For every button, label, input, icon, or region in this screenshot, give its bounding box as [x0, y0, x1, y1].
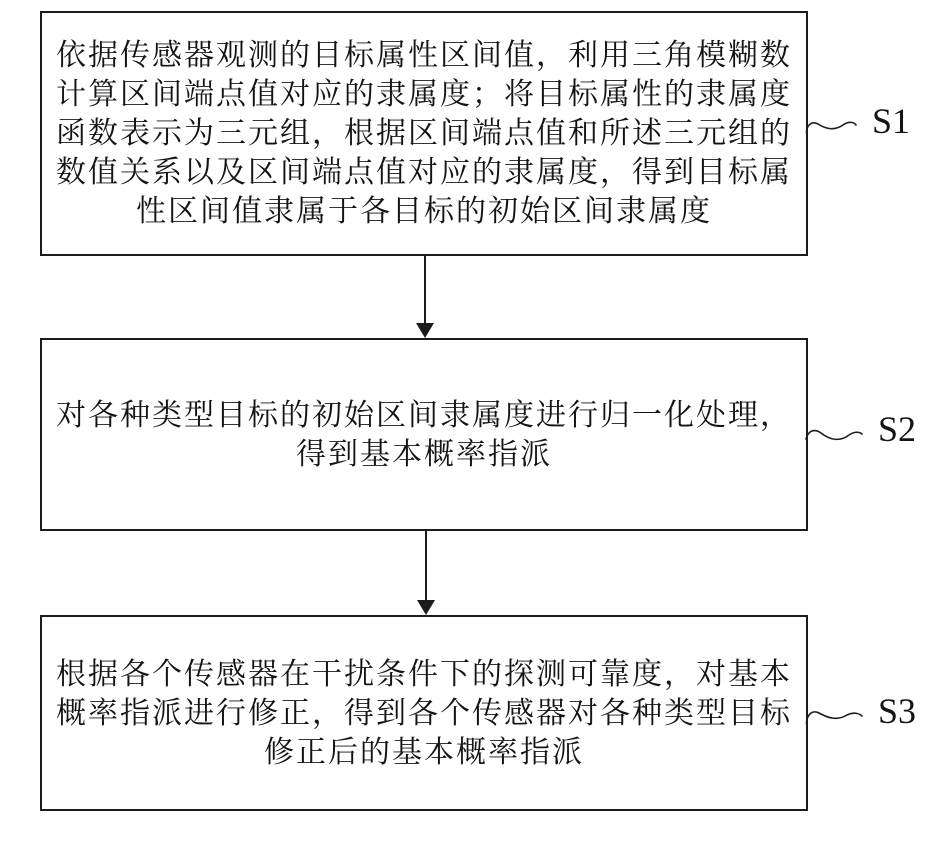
arrow-line [425, 531, 427, 602]
tilde-connector-icon [804, 705, 864, 731]
step-label-s1: S1 [872, 101, 911, 141]
tilde-connector-icon [804, 423, 864, 449]
flow-arrow-1 [415, 256, 435, 338]
tilde-connector-icon [804, 115, 858, 141]
step-label-s2: S2 [878, 409, 917, 449]
step-ref-s3 [804, 690, 916, 732]
step-ref-s2 [804, 408, 916, 450]
step-box-s2 [40, 338, 808, 531]
step-box-s1 [40, 11, 808, 256]
flow-arrow-2 [416, 531, 436, 615]
step-text-s2: 对各种类型目标的初始区间隶属度进行归一化处理， 得到基本概率指派 [56, 398, 792, 471]
step-text-s3: 根据各个传感器在干扰条件下的探测可靠度，对基本 概率指派进行修正，得到各个传感器对各种类型目标 修正后的基本概率指派 [56, 657, 792, 769]
arrow-line [424, 256, 426, 325]
step-text-s1: 依据传感器观测的目标属性区间值，利用三角模糊数 计算区间端点值对应的隶属度；将目标属性的隶属度 函数表示为三元组，根据区间端点值和所述三元组的 数值关系以及区间端点值对应的隶属度，得到目标属 性区间值隶属于各目标的初始区间隶属度 [56, 39, 792, 228]
step-ref-s1 [804, 100, 910, 142]
arrow-head-icon [417, 600, 435, 615]
step-label-s3: S3 [878, 691, 917, 731]
step-box-s3 [40, 615, 808, 811]
arrow-head-icon [416, 323, 434, 338]
